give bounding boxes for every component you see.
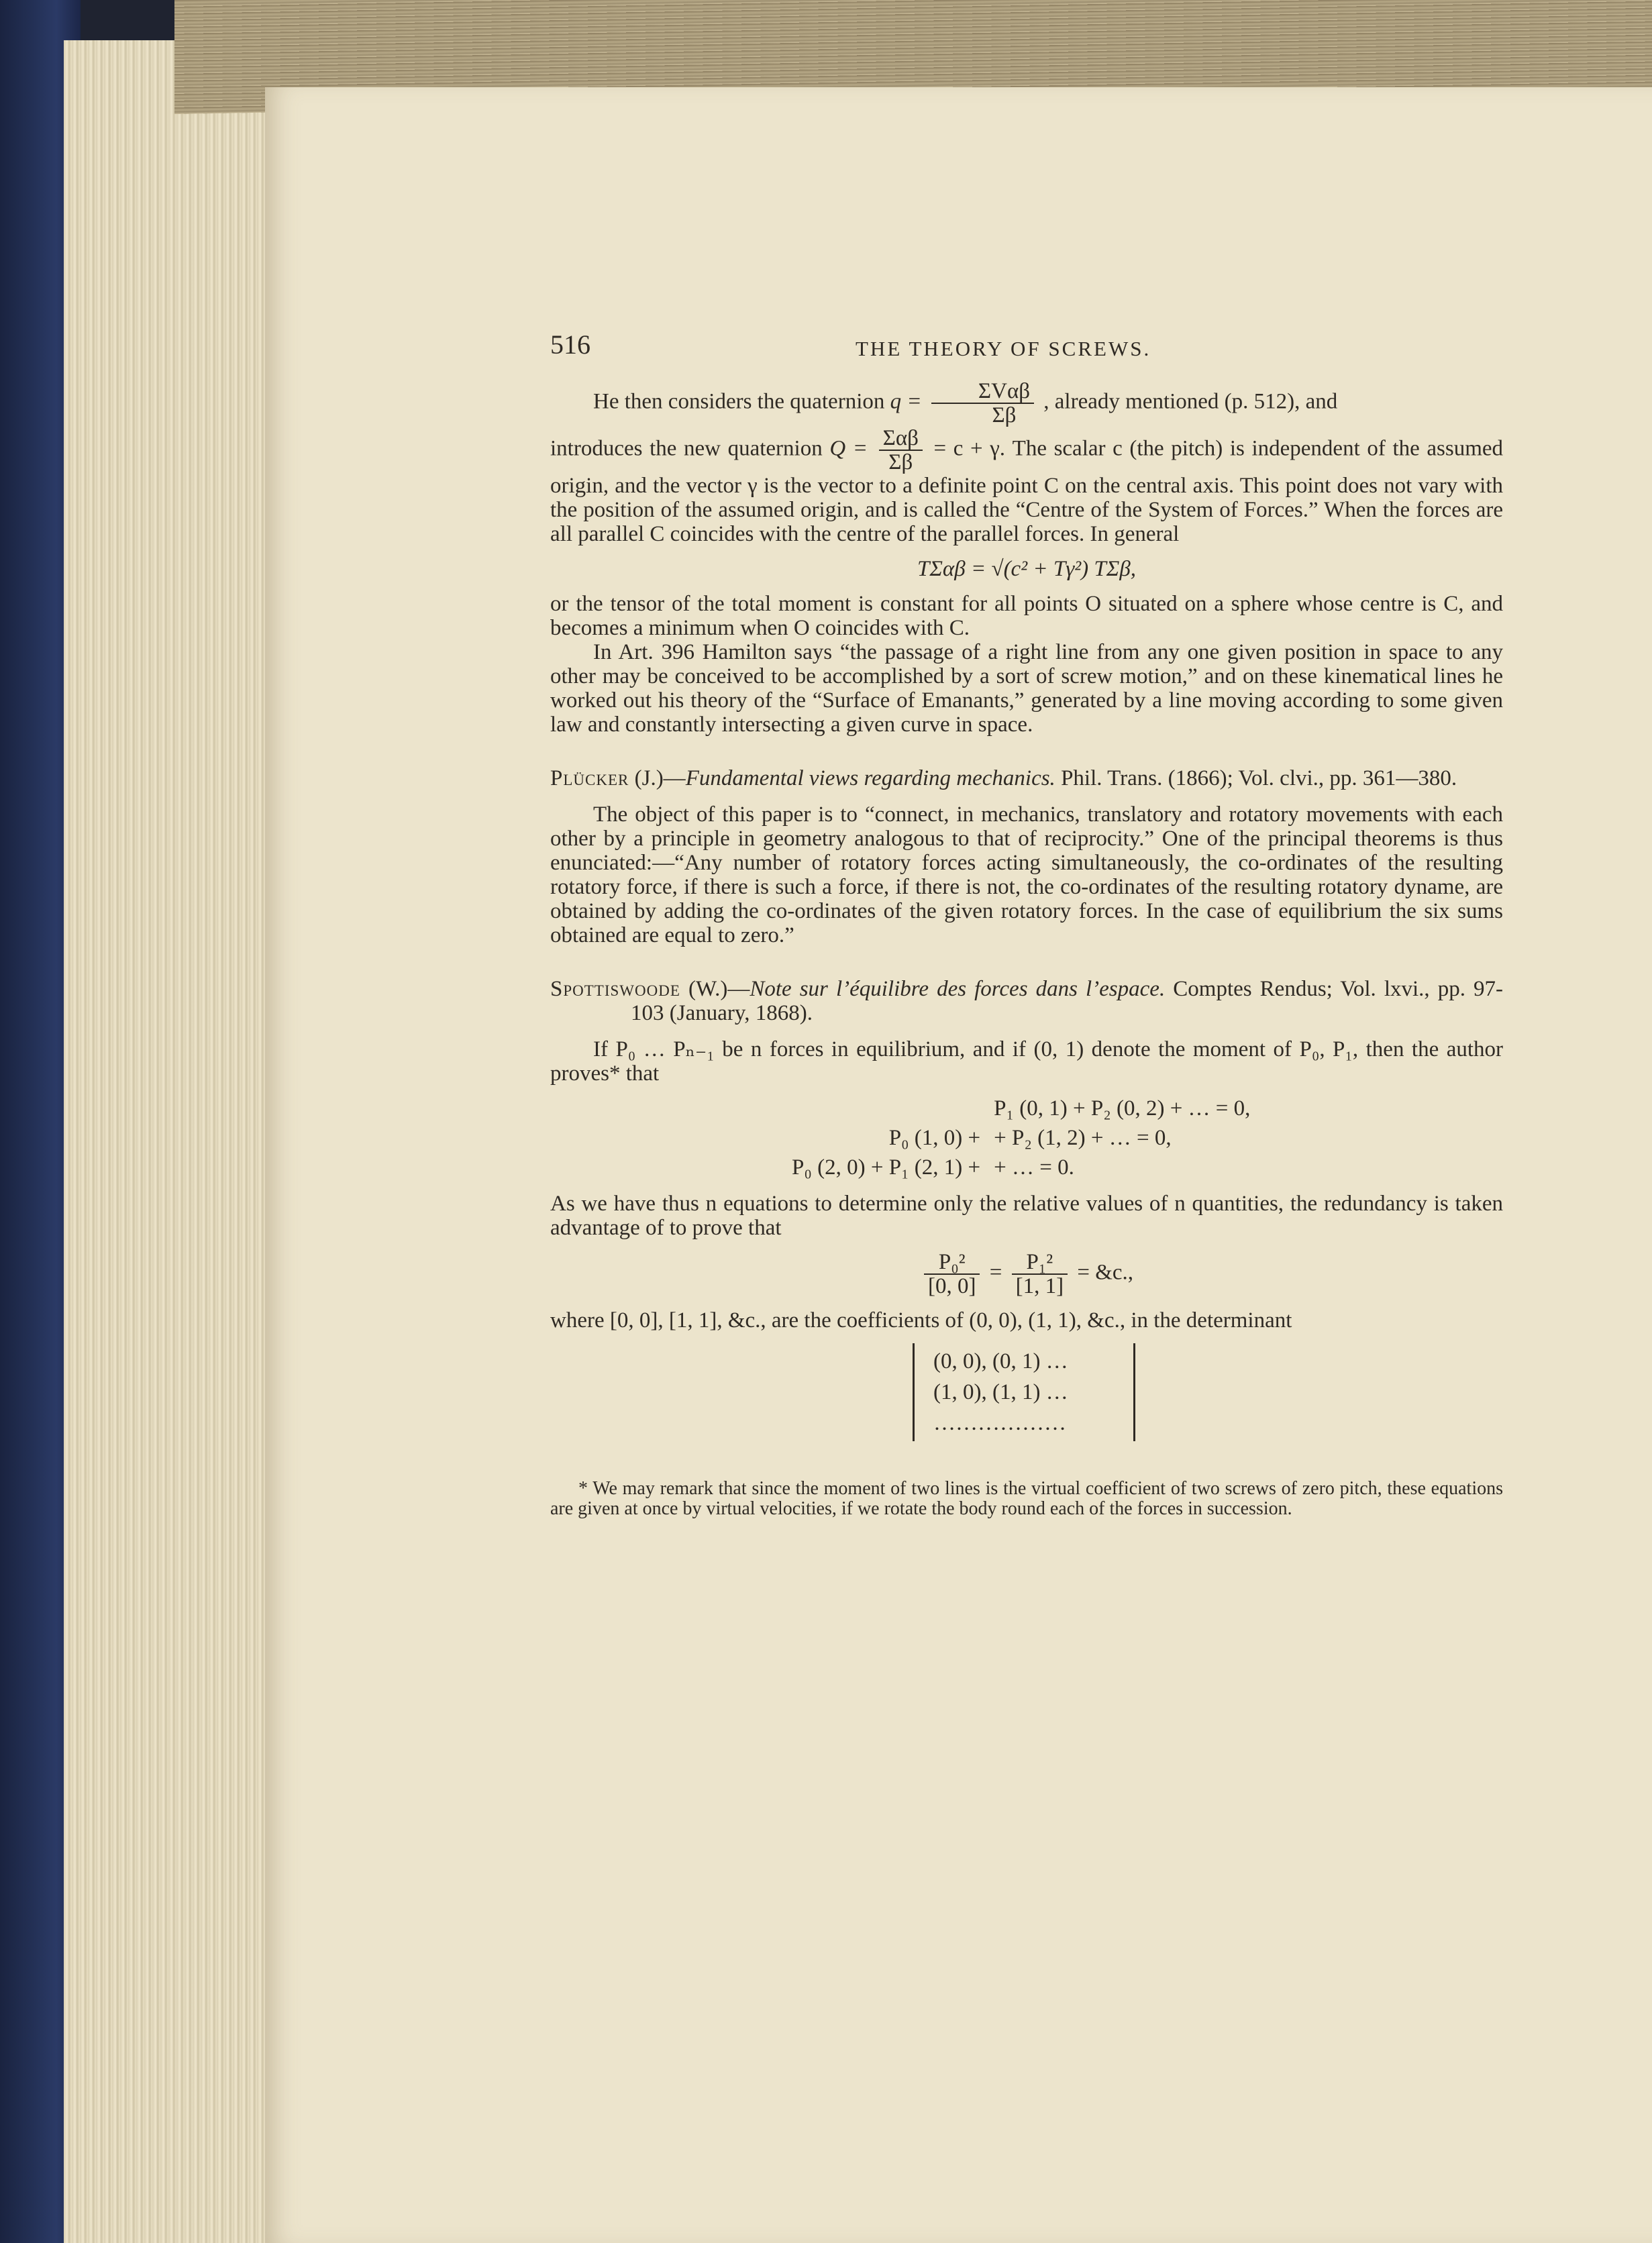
running-title: THE THEORY OF SCREWS. xyxy=(856,337,1151,360)
equation-row: P₁ (0, 1) + P₂ (0, 2) + … = 0, xyxy=(994,1096,1251,1120)
spottiswoode-reference: Spottiswoode (W.)—Note sur l’équilibre des forces dans l’espace. Comptes Rendus; Vol. lxvi., pp. 97-103 (January, 1868). xyxy=(550,977,1504,1025)
tensor-equation: TΣαβ = √(c² + Tγ²) TΣβ, xyxy=(917,557,1137,581)
text-block xyxy=(550,329,1504,1519)
fraction-Q: $\frac{\text{Σαβ}}{\Sigma\beta}$ xyxy=(879,427,923,474)
fraction-q: $\frac{\text{ΣVαβ}}{\Sigma\beta}$ xyxy=(931,380,1034,427)
spottiswoode-intro: If P₀ … Pₙ₋₁ be n forces in equilibrium, and if (0, 1) denote the moment of P₀, P₁, then the author proves* that xyxy=(550,1037,1503,1086)
footnote: * We may remark that since the moment of two lines is the virtual coefficient of two screws of zero pitch, these equations are given at once by virtual velocities, if we rotate the body round each of the forces in succession. xyxy=(550,1478,1503,1519)
spottiswoode-after-equations: As we have thus n equations to determine only the relative values of n quantities, the redundancy is taken advantage of to prove that xyxy=(550,1192,1503,1240)
spottiswoode-where: where [0, 0], [1, 1], &c., are the coefficients of (0, 0), (1, 1), &c., in the determinant xyxy=(550,1308,1292,1333)
running-head xyxy=(550,329,1503,366)
page-number: 516 xyxy=(550,329,590,360)
fraction-p0: $\frac{\text{P₀²}}{[0, 0]}$ xyxy=(924,1251,980,1298)
page-edges-left xyxy=(64,40,272,2243)
plucker-body: The object of this paper is to “connect, in mechanics, translatory and rotatory movements with each other by a principle in geometry analogous to that of reciprocity.” One of the principal theorems is thus enunciated:—“Any number of rotatory forces acting simultaneously, the co-ordinates of the resulting rotatory force, if there is such a force, if there is not, the co-ordinates of the resulting rotatory dyname, are obtained by adding the co-ordinates of the given rotatory forces. In the case of equilibrium the six sums obtained are equal to zero.” xyxy=(550,802,1503,947)
hamilton-paragraph-1: He then considers the quaternion q = $\frac{\text{ΣVαβ}}{\Sigma\beta}$ , already mentioned (p. 512), and xyxy=(593,379,1338,427)
determinant xyxy=(913,1343,1135,1441)
determinant-row: (0, 0), (0, 1) … xyxy=(933,1349,1068,1373)
hamilton-paragraph-3: or the tensor of the total moment is constant for all points O situated on a sphere whose centre is C, and becomes a minimum when O coincides with C. xyxy=(550,592,1503,640)
plucker-reference: Plücker (J.)—Fundamental views regarding mechanics. Phil. Trans. (1866); Vol. clvi., pp. 361—380. xyxy=(550,766,1457,790)
equation-system xyxy=(785,1094,1257,1182)
ratio-equation: $\frac{\text{P₀²}}{[0, 0]}$ = $\frac{\text{P₁²}}{[1, 1]}$ = &c., xyxy=(550,1251,1503,1298)
fraction-p1: $\frac{\text{P₁²}}{[1, 1]}$ xyxy=(1012,1251,1068,1298)
determinant-row: ……………… xyxy=(933,1411,1066,1435)
equation-row: P₀ (1, 0) + + P₂ (1, 2) + … = 0, xyxy=(888,1126,1172,1150)
hamilton-paragraph-4: In Art. 396 Hamilton says “the passage of a right line from any one given position in space to any other may be conceived to be accomplished by a sort of screw motion,” and on these kinematical lines he worked out his theory of the “Surface of Emanants,” generated by a line moving according to some given law and constantly intersecting a given curve in space. xyxy=(550,640,1503,737)
equation-row: P₀ (2, 0) + P₁ (2, 1) + + … = 0. xyxy=(792,1155,1074,1180)
hamilton-paragraph-2: introduces the new quaternion Q = $\frac{\text{Σαβ}}{\Sigma\beta}$ = c + γ. The scalar c (the pitch) is independent of the assumed origin, and the vector γ is the vector to a definite point C on the central axis. This point does not vary with the position of the assumed origin, and is called the “Centre of the System of Forces.” When the forces are all parallel C coincides with the centre of the parallel forces. In general xyxy=(550,426,1504,546)
determinant-row: (1, 0), (1, 1) … xyxy=(933,1380,1068,1404)
